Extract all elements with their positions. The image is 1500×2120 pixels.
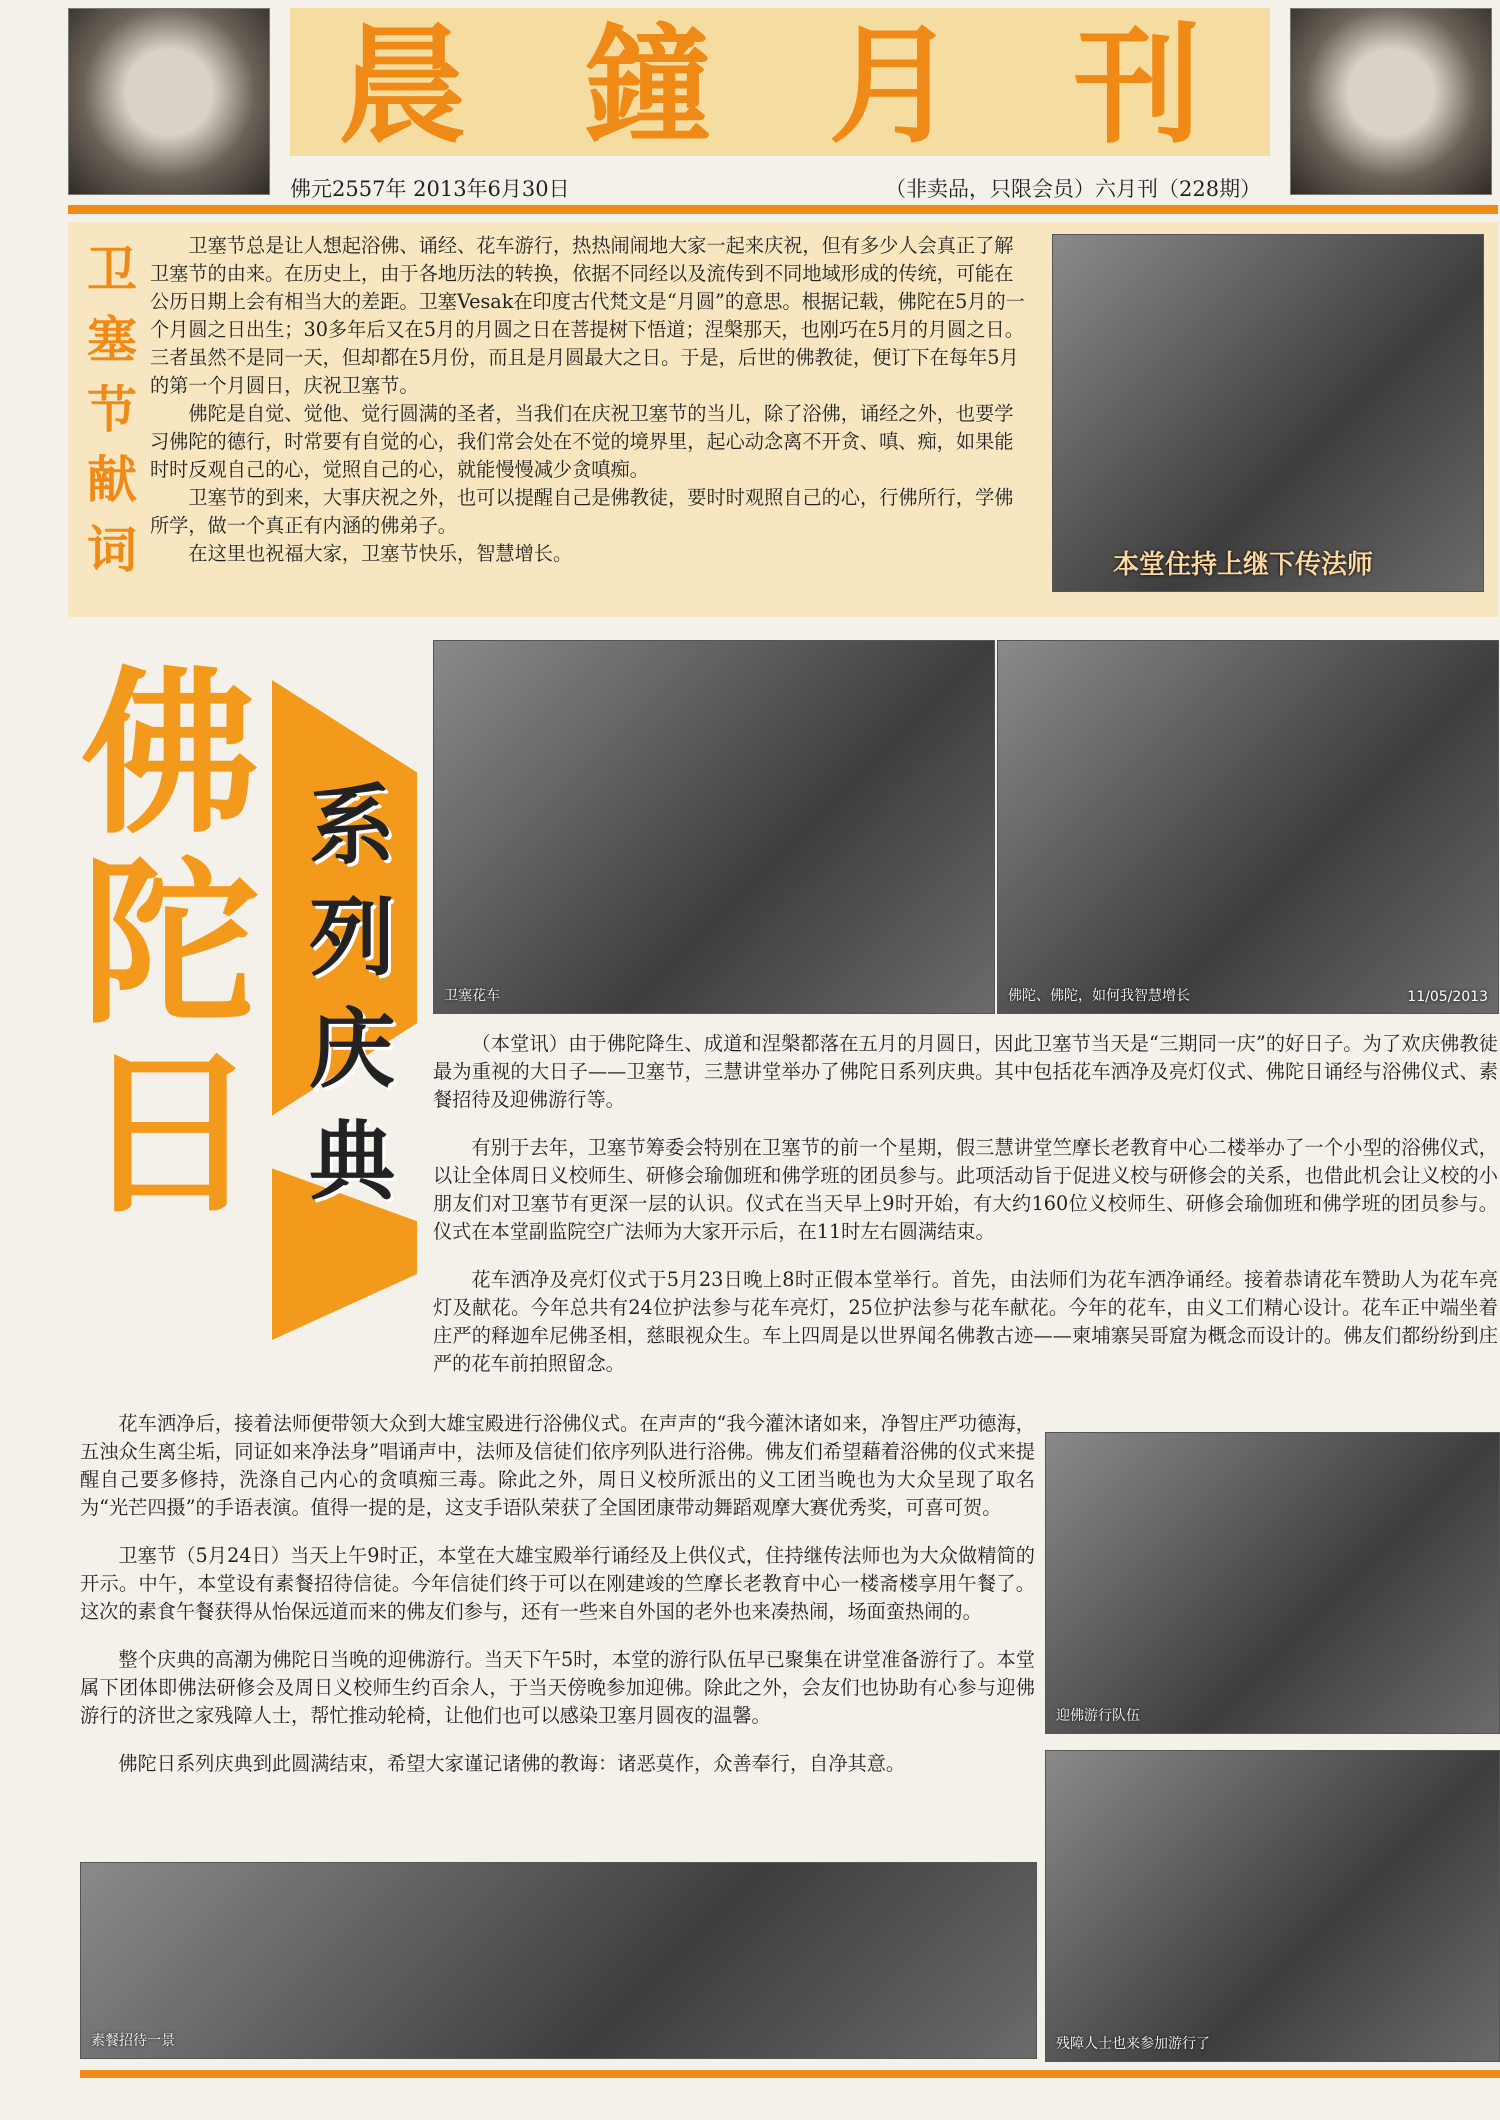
garden-photo-caption: 卫塞花车: [444, 988, 500, 1004]
lunch-photo: [80, 1862, 1037, 2059]
wheelchair-photo-caption: 残障人士也来参加游行了: [1056, 2036, 1210, 2052]
issue-date: 佛元2557年 2013年6月30日: [290, 177, 570, 201]
intro-paragraph: 卫塞节总是让人想起浴佛、诵经、花车游行，热热闹闹地大家一起来庆祝，但有多少人会真正了解卫塞节的由来。在历史上，由于各地历法的转换，依据不同经以及流传到不同地域形成的传统，可能在公历日期上会有相当大的差距。卫塞Vesak在印度古代梵文是“月圆”的意思。根据记载，佛陀在5月的一个月圆之日出生；30多年后又在5月的月圆之日在菩提树下悟道；涅槃那天，也刚巧在5月的月圆之日。三者虽然不是同一天，但却都在5月份，而且是月圆最大之日。于是，后世的佛教徒，便订下在每年5月的第一个月圆日，庆祝卫塞节。: [150, 234, 1025, 397]
article-lower: [80, 1410, 1035, 1798]
guanyin-image-left: [68, 8, 270, 195]
article-paragraph: 有别于去年，卫塞节筹委会特别在卫塞节的前一个星期，假三慧讲堂竺摩长老教育中心二楼举办了一个小型的浴佛仪式，以让全体周日义校师生、研修会瑜伽班和佛学班的团员参与。此项活动旨于促进义校与研修会的关系，也借此机会让义校的小朋友们对卫塞节有更深一层的认识。仪式在当天早上9时开始，有大约160位义校师生、研修会瑜伽班和佛学班的团员参与。仪式在本堂副监院空广法师为大家开示后，在11时左右圆满结束。: [433, 1136, 1498, 1243]
guanyin-image-right: [1290, 8, 1492, 195]
intro-paragraph: 佛陀是自觉、觉他、觉行圆满的圣者，当我们在庆祝卫塞节的当儿，除了浴佛，诵经之外，也要学习佛陀的德行，时常要有自觉的心，我们常会处在不觉的境界里，起心动念离不开贪、嗔、痴，如果能时时反观自己的心，觉照自己的心，就能慢慢减少贪嗔痴。: [150, 402, 1014, 481]
procession-photo: [1045, 1432, 1500, 1734]
article-upper: [433, 1030, 1498, 1398]
masthead-title: [290, 0, 1270, 161]
article-paragraph: 佛陀日系列庆典到此圆满结束，希望大家谨记诸佛的教诲：诸恶莫作，众善奉行，自净其意。: [118, 1752, 906, 1775]
intro-vertical-title: 卫塞节献词: [87, 240, 137, 579]
title-char: 月: [828, 11, 977, 161]
procession-photo-caption: 迎佛游行队伍: [1056, 1708, 1140, 1724]
intro-paragraph: 在这里也祝福大家，卫塞节快乐，智慧增长。: [188, 542, 573, 565]
article-paragraph: 整个庆典的高潮为佛陀日当晚的迎佛游行。当天下午5时，本堂的游行队伍早已聚集在讲堂准备游行了。本堂属下团体即佛法研修会及周日义校师生约百余人，于当天傍晚参加迎佛。除此之外，会友们也协助有心参与迎佛游行的济世之家残障人士，帮忙推动轮椅，让他们也可以感染卫塞月圆夜的温馨。: [80, 1648, 1035, 1727]
bathing-photo: [997, 640, 1499, 1014]
wheelchair-photo: [1045, 1750, 1500, 2062]
article-paragraph: （本堂讯）由于佛陀降生、成道和涅槃都落在五月的月圆日，因此卫塞节当天是“三期同一庆”的好日子。为了欢庆佛教徒最为重视的大日子——卫塞节，三慧讲堂举办了佛陀日系列庆典。其中包括花车洒净及亮灯仪式、佛陀日诵经与浴佛仪式、素餐招待及迎佛游行等。: [433, 1032, 1498, 1111]
title-char: 鐘: [583, 11, 732, 161]
footer-rule: [80, 2070, 1500, 2078]
article-paragraph: 花车洒净及亮灯仪式于5月23日晚上8时正假本堂举行。首先，由法师们为花车洒净诵经。接着恭请花车赞助人为花车亮灯及献花。今年总共有24位护法参与花车亮灯，25位护法参与花车献花。今年的花车，由义工们精心设计。花车正中端坐着庄严的释迦牟尼佛圣相，慈眼视众生。车上四周是以世界闻名佛教古迹——柬埔寨吴哥窟为概念而设计的。佛友们都纷纷到庄严的花车前拍照留念。: [433, 1268, 1498, 1375]
abbot-photo-caption: 本堂住持上继下传法师: [1113, 550, 1374, 580]
masthead-rule: [68, 205, 1498, 214]
issue-number: （非卖品，只限会员）六月刊（228期）: [885, 177, 1262, 201]
title-char: 刊: [1073, 11, 1222, 161]
article-paragraph: 卫塞节（5月24日）当天上午9时正，本堂在大雄宝殿举行诵经及上供仪式，住持继传法师也为大众做精简的开示。中午，本堂设有素餐招待信徒。今年信徒们终于可以在刚建竣的竺摩长老教育中心一楼斋楼享用午餐了。这次的素食午餐获得从怡保远道而来的佛友们参与，还有一些来自外国的老外也来凑热闹，场面蛮热闹的。: [80, 1544, 1035, 1623]
intro-paragraph: 卫塞节的到来，大事庆祝之外，也可以提醒自己是佛教徒，要时时观照自己的心，行佛所行，学佛所学，做一个真正有内涵的佛弟子。: [150, 486, 1014, 537]
article-paragraph: 花车洒净后，接着法师便带领大众到大雄宝殿进行浴佛仪式。在声声的“我今灌沐诸如来，净智庄严功德海，五浊众生离尘垢，同证如来净法身”唱诵声中，法师及信徒们依序列队进行浴佛。佛友们希望藉着浴佛的仪式来提醒自己要多修持，洗涤自己内心的贪嗔痴三毒。除此之外，周日义校所派出的义工团当晚也为大众呈现了取名为“光芒四摄”的手语表演。值得一提的是，这支手语队荣获了全国团康带动舞蹈观摩大赛优秀奖，可喜可贺。: [80, 1412, 1035, 1519]
title-char: 晨: [338, 11, 487, 161]
intro-text: [150, 232, 1030, 568]
abbot-photo: [1052, 234, 1484, 592]
lunch-photo-caption: 素餐招待一景: [91, 2033, 175, 2049]
garden-photo: [433, 640, 995, 1014]
feature-title: 佛陀日: [81, 651, 259, 1238]
bathing-photo-caption: 佛陀、佛陀，如何我智慧增长: [1008, 988, 1190, 1004]
bathing-photo-date: 11/05/2013: [1407, 989, 1488, 1005]
feature-subtitle: 系列庆典: [309, 775, 395, 1212]
